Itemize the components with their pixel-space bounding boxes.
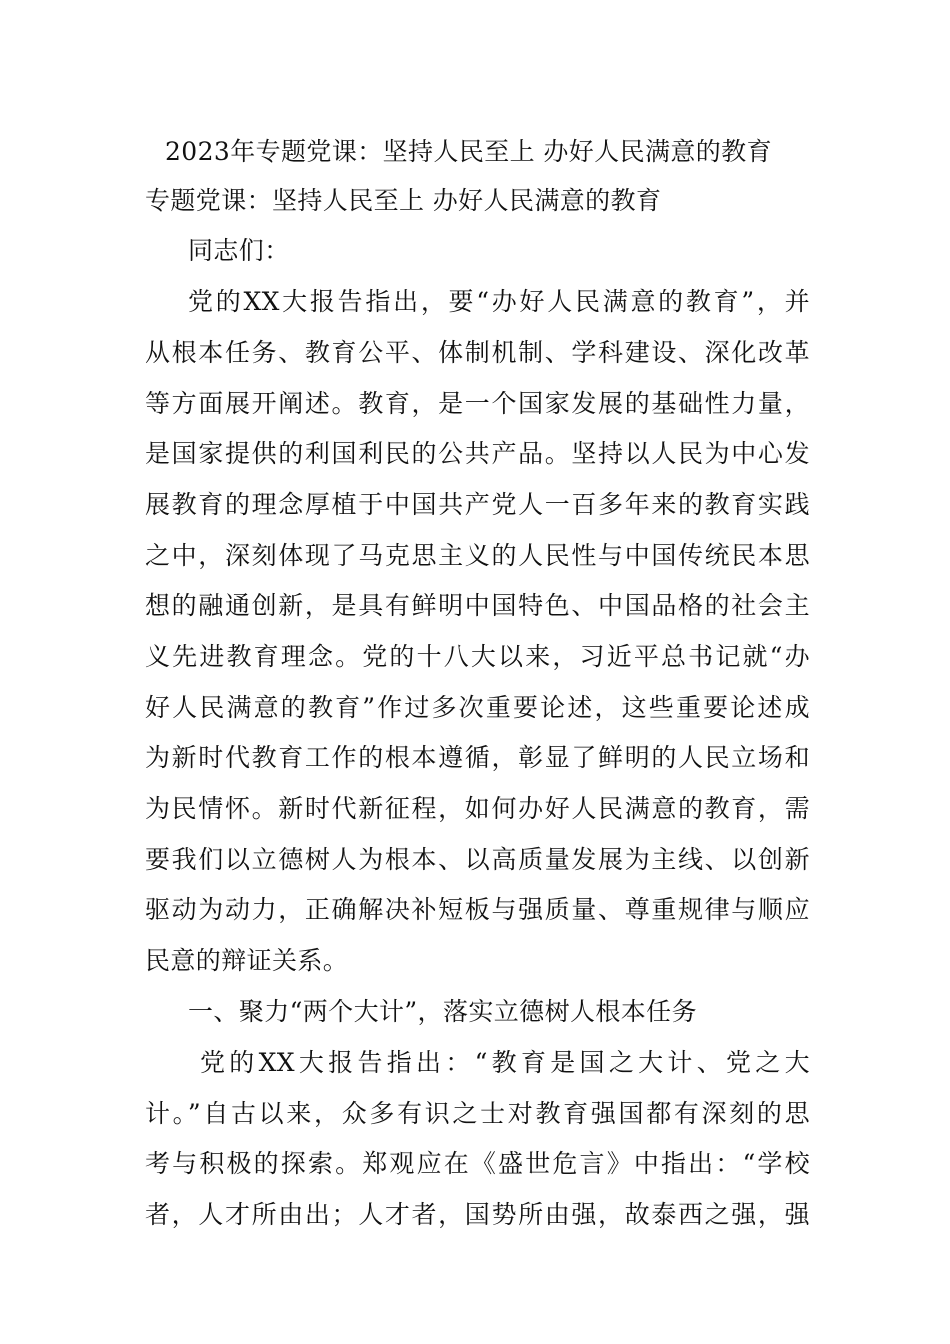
paragraph-2-line: 计。”自古以来，众多有识之士对教育强国都有深刻的思 <box>145 1099 810 1128</box>
section-heading: 一、聚力“两个大计”，落实立德树人根本任务 <box>188 997 697 1026</box>
paragraph-1-line: 是国家提供的利国利民的公共产品。坚持以人民为中心发 <box>145 439 810 468</box>
paragraph-2-line: 考与积极的探索。郑观应在《盛世危言》中指出：“学校 <box>145 1149 810 1178</box>
paragraph-1-line: 为新时代教育工作的根本遵循，彰显了鲜明的人民立场和 <box>145 743 810 772</box>
paragraph-1-line: 要我们以立德树人为根本、以高质量发展为主线、以创新 <box>145 845 810 874</box>
paragraph-1-line: 好人民满意的教育”作过多次重要论述，这些重要论述成 <box>145 693 810 722</box>
paragraph-1-line: 驱动为动力，正确解决补短板与强质量、尊重规律与顺应 <box>145 895 810 924</box>
paragraph-2-line: 者，人才所由出；人才者，国势所由强，故泰西之强，强 <box>145 1200 810 1229</box>
document-subtitle: 专题党课：坚持人民至上 办好人民满意的教育 <box>145 186 662 215</box>
paragraph-1-line: 为民情怀。新时代新征程，如何办好人民满意的教育，需 <box>145 794 810 823</box>
paragraph-2-line: 党的XX大报告指出：“教育是国之大计、党之大 <box>200 1048 810 1077</box>
paragraph-1-line: 党的XX大报告指出，要“办好人民满意的教育”，并 <box>188 287 810 316</box>
salutation: 同志们： <box>188 236 290 265</box>
document-title: 2023年专题党课：坚持人民至上 办好人民满意的教育 <box>165 137 772 166</box>
paragraph-1-line: 义先进教育理念。党的十八大以来，习近平总书记就“办 <box>145 642 810 671</box>
paragraph-1-line: 想的融通创新，是具有鲜明中国特色、中国品格的社会主 <box>145 591 810 620</box>
paragraph-1-line: 之中，深刻体现了马克思主义的人民性与中国传统民本思 <box>145 541 810 570</box>
paragraph-1-line: 民意的辩证关系。 <box>145 946 349 975</box>
paragraph-1-line: 从根本任务、教育公平、体制机制、学科建设、深化改革 <box>145 338 810 367</box>
paragraph-1-line: 等方面展开阐述。教育，是一个国家发展的基础性力量， <box>145 389 810 418</box>
paragraph-1-line: 展教育的理念厚植于中国共产党人一百多年来的教育实践 <box>145 490 810 519</box>
